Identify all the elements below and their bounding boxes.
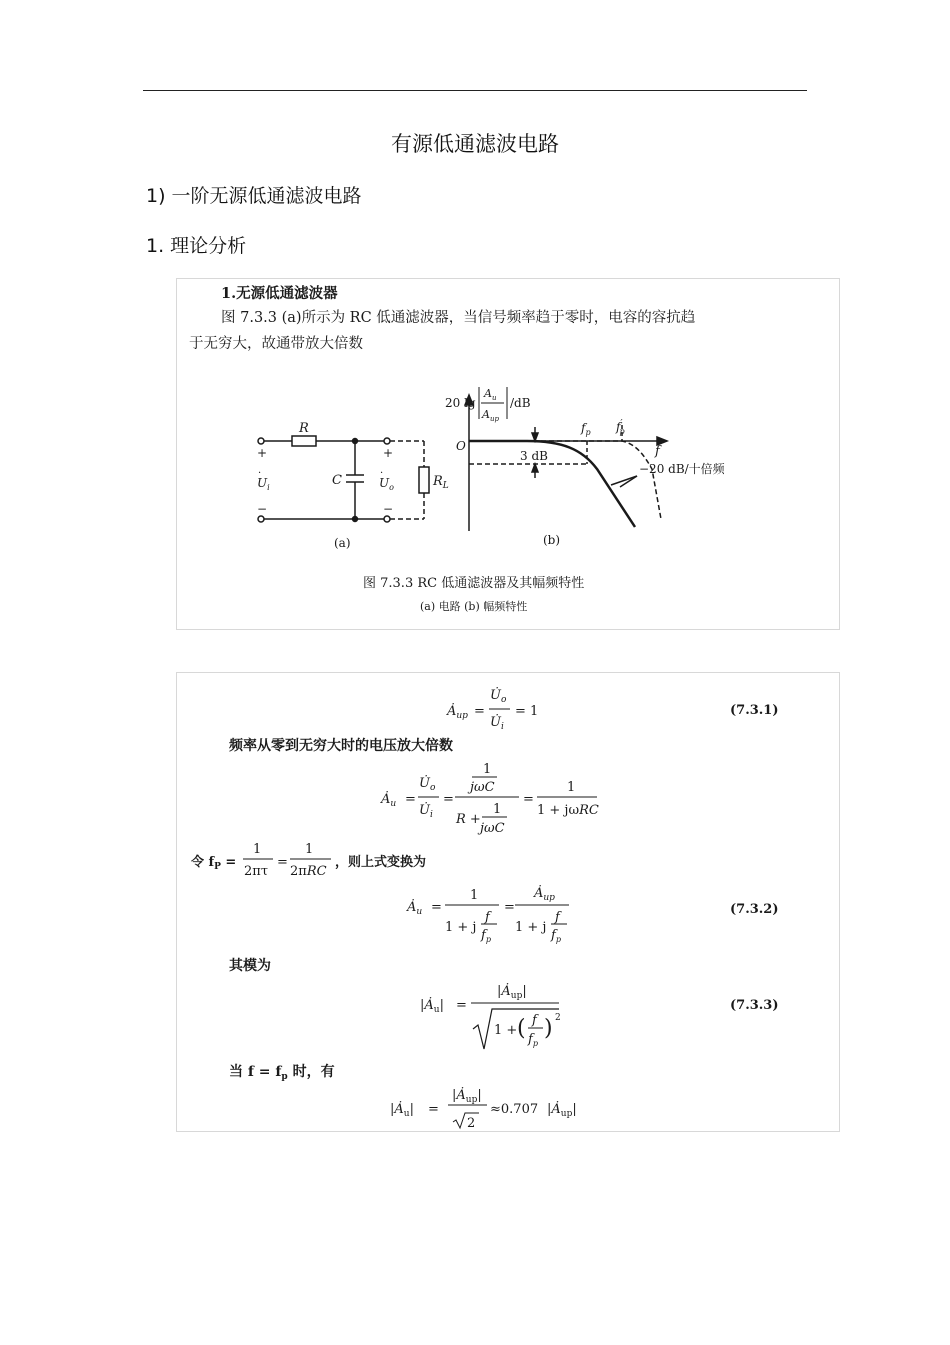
svg-text:|Ȧu|: $|Ȧ_u|$ [420, 998, 444, 1015]
svg-text:1 + jωRC: 1 + jωRC [537, 803, 599, 818]
figure-subcaption: (a) 电路 (b) 幅频特性 [420, 600, 528, 613]
minus-in: − [257, 502, 268, 516]
equation-7-3-1 [446, 687, 538, 732]
graph-origin: O [456, 439, 466, 453]
svg-text:2πτ: 2πτ [244, 864, 269, 879]
svg-text:Ȧu: $Ȧ_u$ [381, 792, 397, 809]
graph-slope-label: −20 dB/十倍频 [639, 462, 725, 476]
svg-text:，则上式变换为: ，则上式变换为 [335, 855, 427, 870]
scan-paragraph-line-1: 图 7.3.3 (a)所示为 RC 低通滤波器，当信号频率趋于零时，电容的容抗趋 [221, 310, 696, 326]
svg-text:1: 1 [470, 888, 479, 903]
svg-text:=: = [431, 900, 442, 915]
svg-text:=: = [428, 1102, 439, 1117]
svg-text:1: 1 [305, 842, 314, 857]
svg-text:1: 1 [483, 762, 492, 777]
scan-paragraph-line-2: 于无穷大，故通带放大倍数 [189, 336, 363, 352]
label-R: R [299, 421, 309, 436]
caption-a: (a) [334, 536, 351, 550]
svg-text:=: = [277, 855, 288, 870]
label-RL: $R_L$ [433, 474, 449, 491]
plus-in: + [257, 446, 268, 460]
label-Uo: $U_o$ [379, 476, 394, 492]
svg-text:R +: R + [456, 812, 481, 827]
graph-ylabel-den: $A_{up}$ [482, 408, 499, 423]
svg-text:2: 2 [467, 1116, 476, 1131]
svg-text:U̇o: $U̇_o$ [419, 776, 436, 793]
svg-text:=: = [474, 704, 485, 719]
label-C: C [332, 473, 342, 488]
svg-text:=: = [504, 900, 515, 915]
scan-formula-block [176, 672, 840, 1132]
svg-text:fp: $f_p$ [551, 928, 561, 944]
svg-text:|Ȧup|: $|Ȧ_{up}|$ [497, 984, 527, 1001]
svg-text:fp: $f_p$ [481, 928, 491, 944]
svg-text:=: = [443, 792, 454, 807]
equation-7-3-3-number: (7.3.3) [730, 998, 779, 1013]
svg-text:=: = [456, 998, 467, 1013]
svg-text:fp: $f_p$ [528, 1032, 538, 1048]
svg-text:Ȧup: $Ȧ_{up}$ [447, 704, 468, 721]
graph-fp-label: $f_p$ [581, 421, 591, 437]
minus-out: − [383, 502, 394, 516]
definition-fp [190, 842, 426, 879]
svg-text:1: 1 [253, 842, 262, 857]
svg-text:Ȧu: $Ȧ_u$ [407, 900, 423, 917]
graph-ylabel: 20 lg [445, 396, 476, 410]
svg-text:1: 1 [567, 780, 576, 795]
section-heading-2: 1. 理论分析 [146, 235, 247, 257]
svg-text:1 +: 1 + [494, 1023, 518, 1038]
svg-text:1 + j: 1 + j [445, 920, 477, 935]
svg-text:Ȧup: $Ȧ_{up}$ [534, 886, 555, 903]
page-title: 有源低通滤波电路 [391, 132, 559, 156]
graph-fp2-label: f′ p [616, 419, 625, 436]
svg-text:= 1: = 1 [515, 704, 539, 719]
figure-caption: 图 7.3.3 RC 低通滤波器及其幅频特性 [363, 576, 585, 591]
svg-text:U̇i: $U̇_i$ [490, 715, 504, 732]
graph-x-axis-label: f [655, 444, 660, 459]
svg-text:令 fP =: 令 $f_P$ = [191, 855, 237, 872]
svg-text:|Ȧup|: $|Ȧ_{up}|$ [452, 1088, 482, 1105]
text-gain-intro: 频率从零到无穷大时的电压放大倍数 [229, 738, 453, 754]
rc-circuit [258, 436, 429, 522]
svg-text:U̇o: $U̇_o$ [490, 688, 507, 705]
scan-section-title: 1.无源低通滤波器 [221, 285, 338, 302]
text-when-f-fp: 当 $f = f_p$ 时，有 [229, 1064, 335, 1082]
svg-text:jωC: jωC [470, 780, 495, 795]
caption-b: (b) [543, 533, 561, 547]
equation-7-3-3 [420, 982, 561, 1049]
svg-text:=: = [405, 792, 416, 807]
header-rule [143, 90, 807, 91]
scan-figure-block [176, 278, 840, 630]
svg-text:|Ȧu|: $|Ȧ_u|$ [390, 1102, 414, 1119]
svg-text:2: 2 [555, 1013, 561, 1023]
section-heading-1: 1) 一阶无源低通滤波电路 [146, 185, 362, 207]
svg-text:f: f [485, 910, 490, 925]
text-modulus: 其模为 [229, 958, 271, 974]
graph-ylabel-num: $A_u$ [484, 387, 497, 402]
svg-text:f: f [532, 1013, 537, 1028]
graph-ylabel-unit: /dB [510, 396, 531, 410]
svg-text:(: ( [517, 1016, 526, 1041]
equation-7-3-2-number: (7.3.2) [730, 902, 779, 917]
svg-text:2πRC: 2πRC [290, 864, 327, 879]
graph-3db-label: 3 dB [520, 449, 548, 463]
equation-7-3-2 [406, 884, 569, 944]
approx-value: ≈0.707 [490, 1102, 539, 1117]
plus-out: + [383, 446, 394, 460]
equation-7-3-1-number: (7.3.1) [730, 703, 779, 718]
svg-text:=: = [523, 792, 534, 807]
svg-text:f: f [555, 910, 560, 925]
svg-text:1 + j: 1 + j [515, 920, 547, 935]
svg-text:): ) [544, 1016, 553, 1041]
equation-general-gain [380, 762, 599, 836]
svg-text:U̇i: $U̇_i$ [419, 803, 433, 820]
label-Ui: $U_i$ [257, 476, 270, 492]
svg-text:1: 1 [493, 802, 502, 817]
scan-bottom-edge [177, 628, 839, 629]
dot-Ui: · [258, 468, 262, 479]
svg-text:|Ȧup|: $|Ȧ_{up}|$ [547, 1102, 577, 1119]
dot-Uo: · [380, 468, 384, 479]
formula-canvas [177, 673, 837, 1131]
svg-text:jωC: jωC [480, 821, 505, 836]
equation-half-power [390, 1086, 577, 1131]
rc-lowpass-figure [177, 279, 837, 624]
